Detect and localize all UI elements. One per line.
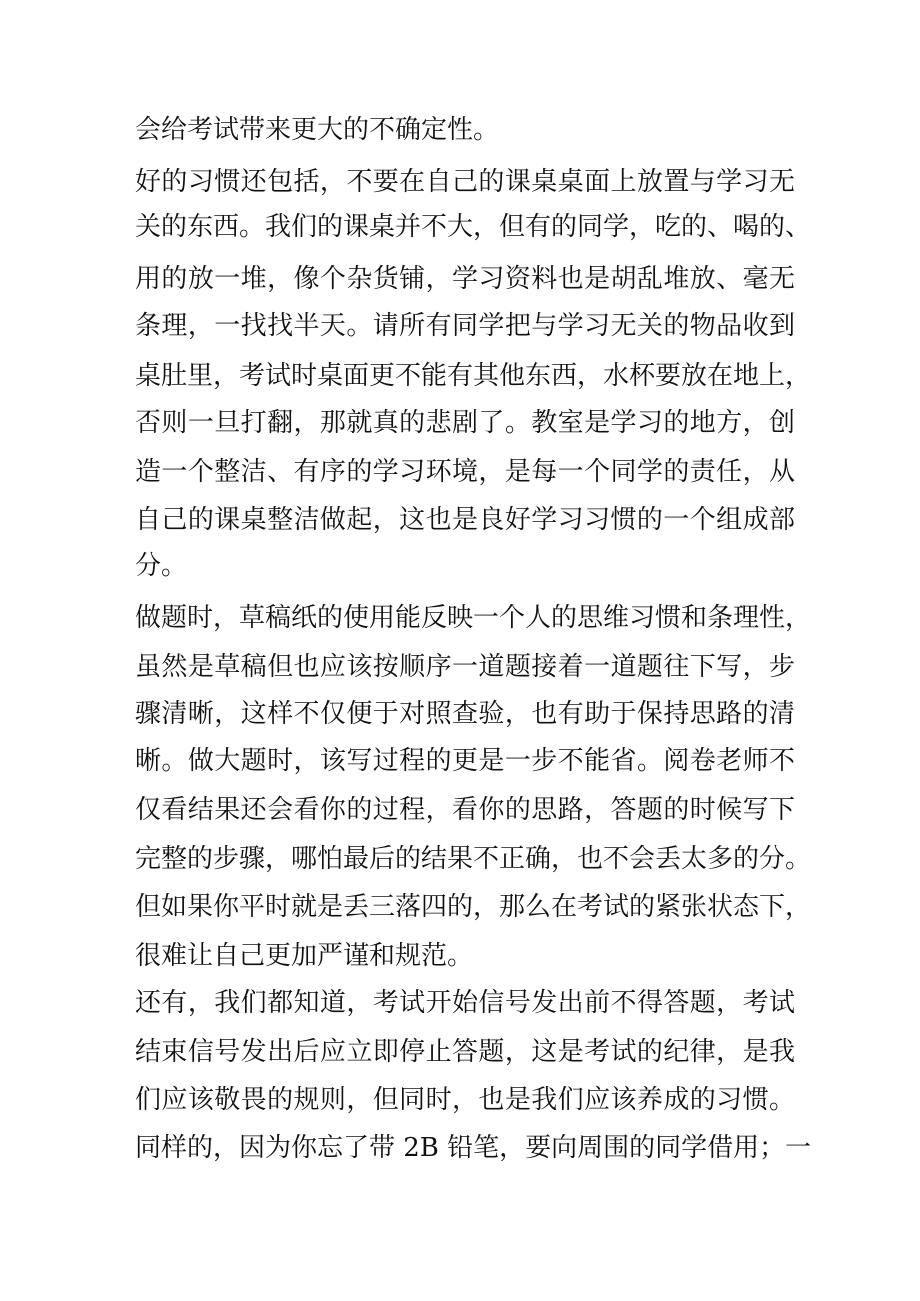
text-line: 会给考试带来更大的不确定性。 bbox=[135, 115, 500, 145]
text-line: 同样的，因为你忘了带 2B 铅笔，要向周围的同学借用；一 bbox=[135, 1133, 812, 1163]
text-line: 桌肚里，考试时桌面更不能有其他东西，水杯要放在地上， bbox=[135, 361, 812, 391]
text-line: 做题时，草稿纸的使用能反映一个人的思维习惯和条理性， bbox=[135, 603, 812, 633]
text-line: 还有，我们都知道，考试开始信号发出前不得答题，考试 bbox=[135, 988, 795, 1018]
text-line: 否则一旦打翻，那就真的悲剧了。教室是学习的地方，创 bbox=[135, 408, 795, 438]
text-line: 造一个整洁、有序的学习环境，是每一个同学的责任，从 bbox=[135, 457, 795, 487]
text-line: 关的东西。我们的课桌并不大，但有的同学，吃的、喝的、 bbox=[135, 212, 812, 242]
text-line: 结束信号发出后应立即停止答题，这是考试的纪律，是我 bbox=[135, 1037, 795, 1067]
text-line: 但如果你平时就是丢三落四的，那么在考试的紧张状态下， bbox=[135, 892, 812, 922]
text-line: 仅看结果还会看你的过程，看你的思路，答题的时候写下 bbox=[135, 795, 795, 825]
text-line: 们应该敬畏的规则，但同时，也是我们应该养成的习惯。 bbox=[135, 1085, 795, 1115]
text-line: 分。 bbox=[135, 551, 188, 581]
text-line: 完整的步骤，哪怕最后的结果不正确，也不会丢太多的分。 bbox=[135, 844, 812, 874]
text-line: 虽然是草稿但也应该按顺序一道题接着一道题往下写，步 bbox=[135, 652, 795, 682]
text-line: 骤清晰，这样不仅便于对照查验，也有助于保持思路的清 bbox=[135, 699, 795, 729]
text-line: 条理，一找找半天。请所有同学把与学习无关的物品收到 bbox=[135, 311, 795, 341]
text-line: 好的习惯还包括，不要在自己的课桌桌面上放置与学习无 bbox=[135, 167, 795, 197]
text-line: 用的放一堆，像个杂货铺，学习资料也是胡乱堆放、毫无 bbox=[135, 264, 795, 294]
text-line: 很难让自己更加严谨和规范。 bbox=[135, 941, 474, 971]
text-line: 晰。做大题时，该写过程的更是一步不能省。阅卷老师不 bbox=[135, 746, 795, 776]
text-line: 自己的课桌整洁做起，这也是良好学习习惯的一个组成部 bbox=[135, 505, 795, 535]
